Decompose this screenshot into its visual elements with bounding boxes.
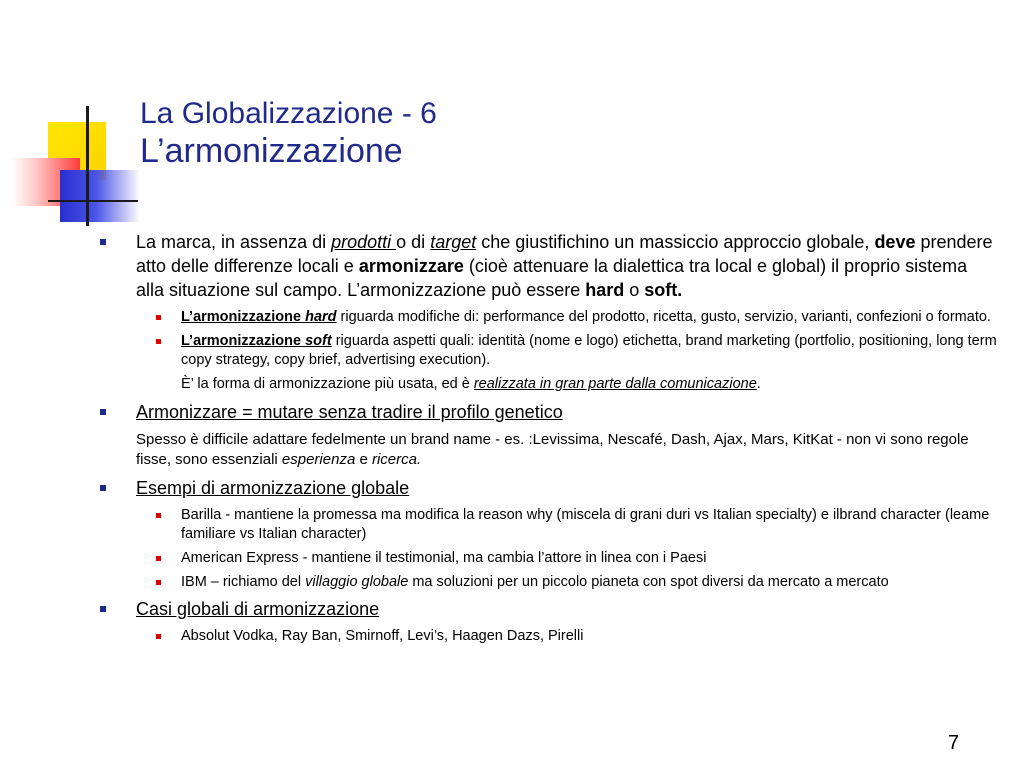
bullet-marca: La marca, in assenza di prodotti o di target che giustifichino un massiccio approccio globale, deve prendere atto delle differenze locali e armonizzare (cioè attenuare la dialettica tra local e global) il proprio sistema alla situazione sul campo. L’armonizzazione può essere hard o soft.	[100, 230, 1000, 302]
armonizzare-paragraph: Spesso è difficile adattare fedelmente un brand name - es. :Levissima, Nescafé, Dash, Ajax, Mars, KitKat - non vi sono regole fisse, sono essenziali esperienza e ricerca.	[136, 431, 969, 468]
bullet-casi	[100, 597, 1000, 621]
decorative-logo	[0, 100, 150, 230]
title-line-2: L’armonizzazione	[140, 132, 403, 171]
page-number: 7	[948, 732, 960, 754]
sub-bullet-soft: L’armonizzazione soft riguarda aspetti quali: identità (nome e logo) etichetta, brand marketing (portfolio, positioning, long term copy strategy, copy brief, advertising execution).	[100, 332, 1000, 370]
armonizzare-heading: Armonizzare = mutare senza tradire il profilo genetico	[136, 402, 563, 422]
logo-horizontal-line	[48, 200, 138, 202]
prodotti-text: prodotti	[331, 232, 397, 252]
sub-bullet-amex: American Express - mantiene il testimonial, ma cambia l’attore in linea con i Paesi	[100, 549, 1000, 568]
sub-bullet-hard: L’armonizzazione hard riguarda modifiche di: performance del prodotto, ricetta, gusto, servizio, varianti, confezioni o formato.	[100, 308, 1000, 327]
bullet-esempi	[100, 476, 1000, 500]
sub-bullet-ibm: IBM – richiamo del villaggio globale ma soluzioni per un piccolo pianeta con spot diversi da mercato a mercato	[100, 573, 1000, 592]
soft-note: È’ la forma di armonizzazione più usata, ed è realizzata in gran parte dalla comunicazione.	[181, 376, 761, 392]
title-line-1: La Globalizzazione - 6	[140, 97, 437, 130]
casi-heading: Casi globali di armonizzazione	[136, 599, 380, 619]
slide-title	[140, 96, 437, 172]
slide-content	[100, 230, 1000, 651]
sub-bullet-brands: Absolut Vodka, Ray Ban, Smirnoff, Levi’s, Haagen Dazs, Pirelli	[100, 627, 1000, 646]
sub-bullet-barilla: Barilla - mantiene la promessa ma modifica la reason why (miscela di grani duri vs Italian specialty) e ilbrand character (leame familiare vs Italian character)	[100, 506, 1000, 544]
logo-vertical-line	[86, 106, 89, 226]
logo-blue-square	[60, 170, 140, 222]
bullet-armonizzare	[100, 400, 1000, 424]
esempi-heading: Esempi di armonizzazione globale	[136, 478, 410, 498]
target-text: target	[430, 232, 477, 252]
